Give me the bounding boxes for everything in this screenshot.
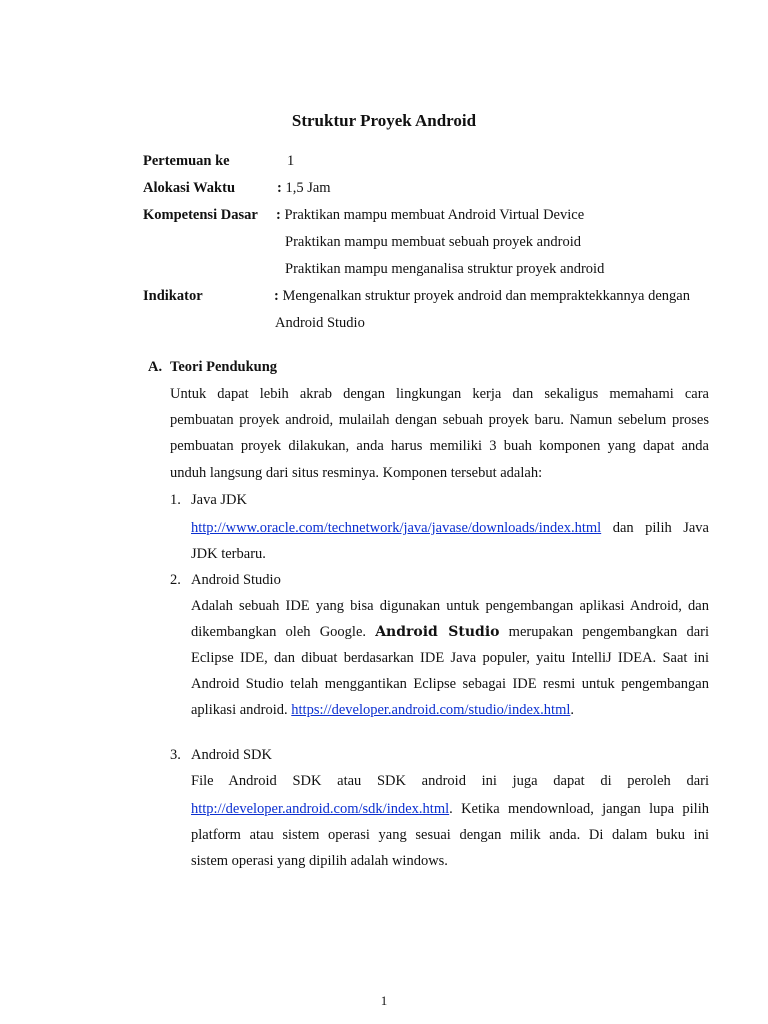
intro-line-3: pembuatan proyek dilakukan, anda harus memiliki 3 buah komponen yang dapat anda — [170, 438, 709, 454]
android-studio-link[interactable]: https://developer.android.com/studio/index.html — [291, 702, 571, 718]
list-item-number: 2. — [170, 572, 181, 588]
meta-row-indikator — [143, 288, 723, 308]
item-3-line-1: File Android SDK atau SDK android ini juga dapat di peroleh dari — [191, 773, 709, 789]
meta-row-alokasi — [143, 180, 723, 200]
indikator-line-1: Mengenalkan struktur proyek android dan mempraktekkannya dengan — [282, 288, 690, 304]
item-2-line-2: dikembangkan oleh Google. Android Studio merupakan pengembangkan dari — [191, 624, 710, 640]
item-3-line-3: platform atau sistem operasi yang sesuai dengan milik anda. Di dalam buku ini — [191, 827, 709, 843]
colon: : — [277, 180, 282, 196]
list-item-title: Java JDK — [191, 492, 247, 508]
colon: : — [274, 288, 279, 304]
kompetensi-label: Kompetensi Dasar — [143, 207, 258, 223]
meta-row-kompetensi — [143, 207, 723, 227]
list-item-number: 1. — [170, 492, 181, 508]
item-3-line-4: sistem operasi yang dipilih adalah windows. — [191, 853, 448, 869]
intro-line-4: unduh langsung dari situs resminya. Komponen tersebut adalah: — [170, 465, 543, 481]
colon: : — [276, 207, 281, 223]
indikator-label: Indikator — [143, 288, 203, 304]
oracle-jdk-link[interactable]: http://www.oracle.com/technetwork/java/javase/downloads/index.html — [191, 520, 602, 536]
item-1-line-1: http://www.oracle.com/technetwork/java/javase/downloads/index.html dan pilih Java — [191, 520, 709, 536]
meta-row-pertemuan — [143, 153, 723, 173]
pertemuan-value: 1 — [287, 153, 295, 169]
alokasi-label: Alokasi Waktu — [143, 180, 236, 196]
kompetensi-line-1: Praktikan mampu membuat Android Virtual Device — [284, 207, 585, 223]
page-number: 1 — [380, 993, 388, 1008]
document-title: Struktur Proyek Android — [291, 111, 477, 130]
section-a-letter: A. — [148, 359, 163, 375]
android-studio-bold: Android Studio — [375, 624, 500, 640]
alokasi-value: 1,5 Jam — [285, 180, 331, 196]
item-2-line-3: Eclipse IDE, dan dibuat berdasarkan IDE Java populer, yaitu IntelliJ IDEA. Saat ini — [191, 650, 709, 666]
item-2-line-1: Adalah sebuah IDE yang bisa digunakan untuk pengembangan aplikasi Android, dan — [191, 598, 709, 614]
android-sdk-link[interactable]: http://developer.android.com/sdk/index.html — [191, 801, 450, 817]
item-2-line-4: Android Studio telah menggantikan Eclipse sebagai IDE resmi untuk pengembangan — [191, 676, 709, 692]
list-item-title: Android SDK — [191, 747, 272, 763]
section-a-heading — [148, 359, 277, 376]
item-3-line-2: http://developer.android.com/sdk/index.html. Ketika mendownload, jangan lupa pilih — [191, 801, 709, 817]
intro-line-1: Untuk dapat lebih akrab dengan lingkungan kerja dan sekaligus memahami cara — [170, 386, 709, 402]
item-2-line-5: aplikasi android. https://developer.android.com/studio/index.html. — [191, 702, 574, 718]
list-item-title: Android Studio — [191, 572, 281, 588]
kompetensi-line-2: Praktikan mampu membuat sebuah proyek android — [285, 234, 581, 250]
pertemuan-label: Pertemuan ke — [143, 153, 230, 169]
intro-line-2: pembuatan proyek android, mulailah dengan sebuah proyek baru. Namun sebelum proses — [170, 412, 709, 428]
kompetensi-line-3: Praktikan mampu menganalisa struktur proyek android — [285, 261, 605, 277]
section-a-title: Teori Pendukung — [170, 359, 278, 375]
indikator-line-2: Android Studio — [275, 315, 365, 331]
item-1-line-2: JDK terbaru. — [191, 546, 266, 562]
list-item-number: 3. — [170, 747, 181, 763]
